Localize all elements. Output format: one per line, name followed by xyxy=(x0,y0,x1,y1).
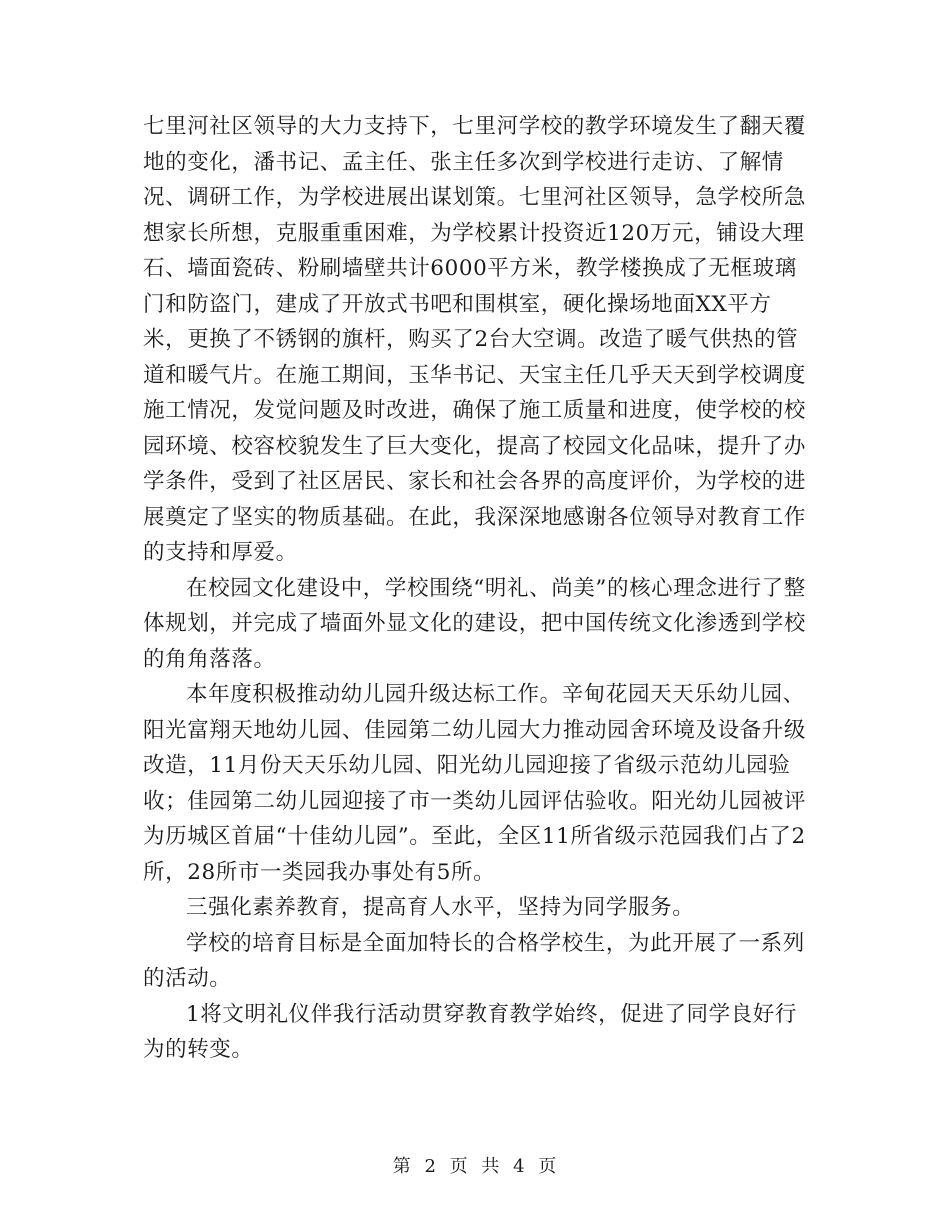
paragraph-community-support: 七里河社区领导的大力支持下，七里河学校的教学环境发生了翻天覆地的变化，潘书记、孟主任、张主任多次到学校进行走访、了解情况、调研工作，为学校进展出谋划策。七里河社区领导，急学校所急想家长所想，克服重重困难，为学校累计投资近120万元，铺设大理石、墙面瓷砖、粉刷墙壁共计6000平方米，教学楼换成了无框玻璃门和防盗门，建成了开放式书吧和围棋室，硬化操场地面XX平方米，更换了不锈钢的旗杆，购买了2台大空调。改造了暖气供热的管道和暖气片。在施工期间，玉华书记、天宝主任几乎天天到学校调度施工情况，发觉问题及时改进，确保了施工质量和进度，使学校的校园环境、校容校貌发生了巨大变化，提高了校园文化品味，提升了办学条件，受到了社区居民、家长和社会各界的高度评价，为学校的进展奠定了坚实的物质基础。在此，我深深地感谢各位领导对教育工作的支持和厚爱。 xyxy=(143,114,807,565)
paragraph-etiquette-activity: 1将文明礼仪伴我行活动贯穿教育教学始终，促进了同学良好行为的转变。 xyxy=(143,1001,797,1062)
paragraph-training-goal: 学校的培育目标是全面加特长的合格学校生，为此开展了一系列的活动。 xyxy=(143,930,805,991)
paragraph-section-heading: 三强化素养教育，提高育人水平，坚持为同学服务。 xyxy=(186,895,695,920)
paragraph-campus-culture: 在校园文化建设中，学校围绕“明礼、尚美”的核心理念进行了整体规划，并完成了墙面外显文化的建设，把中国传统文化渗透到学校的角角落落。 xyxy=(143,575,807,672)
page-number-footer: 第 2 页 共 4 页 xyxy=(392,1156,558,1177)
document-body xyxy=(143,109,815,1068)
paragraph-kindergarten-upgrade: 本年度积极推动幼儿园升级达标工作。辛甸花园天天乐幼儿园、阳光富翔天地幼儿园、佳园第二幼儿园大力推动园舍环境及设备升级改造，11月份天天乐幼儿园、阳光幼儿园迎接了省级示范幼儿园验收；佳园第二幼儿园迎接了市一类幼儿园评估验收。阳光幼儿园被评为历城区首届“十佳幼儿园”。至此，全区11所省级示范园我们占了2所，28所市一类园我办事处有5所。 xyxy=(143,682,807,885)
